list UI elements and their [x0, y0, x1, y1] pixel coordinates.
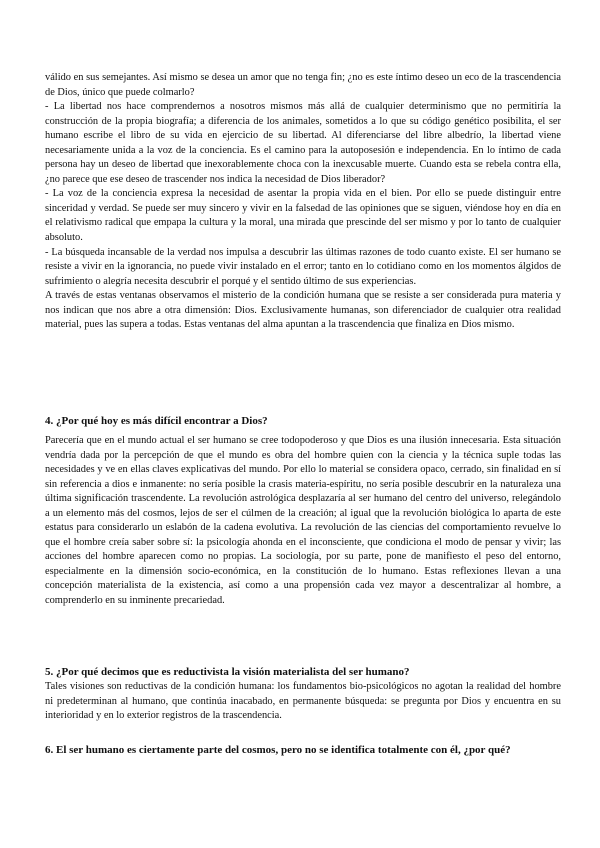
section-6-heading: 6. El ser humano es ciertamente parte del cosmos, pero no se identifica totalmente con él, ¿por qué? — [45, 744, 511, 756]
section-4-body: Parecería que en el mundo actual el ser humano se cree todopoderoso y que Dios es una ilusión innecesaria. Esta situación vendría dada por la percepción de que el mundo es obra del hombre quien con la ciencia y la técnica suple todas las necesidades y ve en ellas claves explicativas del mundo. Por ello lo material se considera opaco, cerrado, sin finalidad en sí sin referencia a dios e inmanente: no sería posible la crasis materia-espíritu, no sería posible descubrir en la naturaleza una última significación trascendente. La revolución astrológica desplazaría al ser humano del centro del universo, relegándolo a un elemento más del cosmos, lejos de ser el cúlmen de la creación; al igual que la revolución biológica lo aparta de este estatus para considerarlo un eslabón de la cadena evolutiva. La revolución de las ciencias del comportamiento revuelve lo que el hombre creía saber sobre sí: la psicología ahonda en el inconsciente, que condiciona el modo de pensar y vivir; las acciones del hombre aparecen como no propias. La sociología, por su parte, pone de manifiesto el peso del entorno, especialmente en la dimensión socio-económica, en la constitución de lo humano. Estas reflexiones llevan a una concepción materialista de la existencia, así como a una propensión cada vez mayor a descentralizar al hombre, a comprenderlo en su inminente precariedad. — [45, 435, 561, 607]
section-5-body: Tales visiones son reductivas de la condición humana: los fundamentos bio-psicológicos no agotan la realidad del hombre ni predeterminan al humano, que continúa inacabado, en permanente búsqueda: se pregunta por Dios y encuentra en su interioridad y en lo exterior registros de la trascendencia. — [45, 681, 561, 722]
truth-paragraph: - La búsqueda incansable de la verdad nos impulsa a descubrir las últimas razones de todo cuanto existe. El ser humano se resiste a vivir en la ignorancia, no puede vivir instalado en el error; tanto en lo cotidiano como en los momentos álgidos de sufrimiento o alegría necesita descubrir el porqué y el sentido último de sus experiencias. — [45, 246, 561, 287]
intro-paragraph: válido en sus semejantes. Así mismo se desea un amor que no tenga fin; ¿no es este íntimo deseo un eco de la trascendencia de Dios, único que puede colmarlo? — [45, 72, 561, 98]
section-5-heading: 5. ¿Por qué decimos que es reductivista la visión materialista del ser humano? — [45, 666, 410, 678]
section-6 — [45, 743, 561, 758]
section-4 — [45, 414, 561, 429]
windows-paragraph: A través de estas ventanas observamos el misterio de la condición humana que se resiste a ser considerada pura materia y nos indican que nos abre a otra dimensión: Dios. Exclusivamente humanas, son diferenciador de cualquier otra realidad material, pues las supera a todas. Estas ventanas del alma apuntan a la trascendencia que finaliza en Dios mismo. — [45, 290, 561, 331]
freedom-paragraph: - La libertad nos hace comprendernos a nosotros mismos más allá de cualquier determinismo que no permitiría la construcción de la propia biografía; a diferencia de los animales, sometidos a lo que su código genético posibilita, el ser humano escribe el libro de su vida en ejercicio de su libertad. Al diferenciarse del libre albedrío, la libertad viene necesariamente unida a la voz de la conciencia. Es el camino para la autoposesión e independencia. En lo íntimo de cada persona hay un deseo de libertad que inexorablemente choca con la inexcusable muerte. Cuando esta se rebela contra ella, ¿no parece que ese deseo de trascender nos indica la necesidad de Dios liberador? — [45, 101, 561, 185]
conscience-paragraph: - La voz de la conciencia expresa la necesidad de asentar la propia vida en el bien. Por ello se puede distinguir entre sinceridad y verdad. Se puede ser muy sincero y vivir en la falsedad de las opiniones que se siguen, viéndose hoy en día en el relativismo radical que empapa la cultura y la moral, una mirada que prescinde del ser mismo y por lo tanto de cualquier absoluto. — [45, 188, 561, 244]
section-5 — [45, 665, 561, 724]
intro-section — [45, 71, 561, 333]
section-4-heading: 4. ¿Por qué hoy es más difícil encontrar a Dios? — [45, 415, 268, 427]
section-4-body-wrap — [45, 434, 561, 609]
